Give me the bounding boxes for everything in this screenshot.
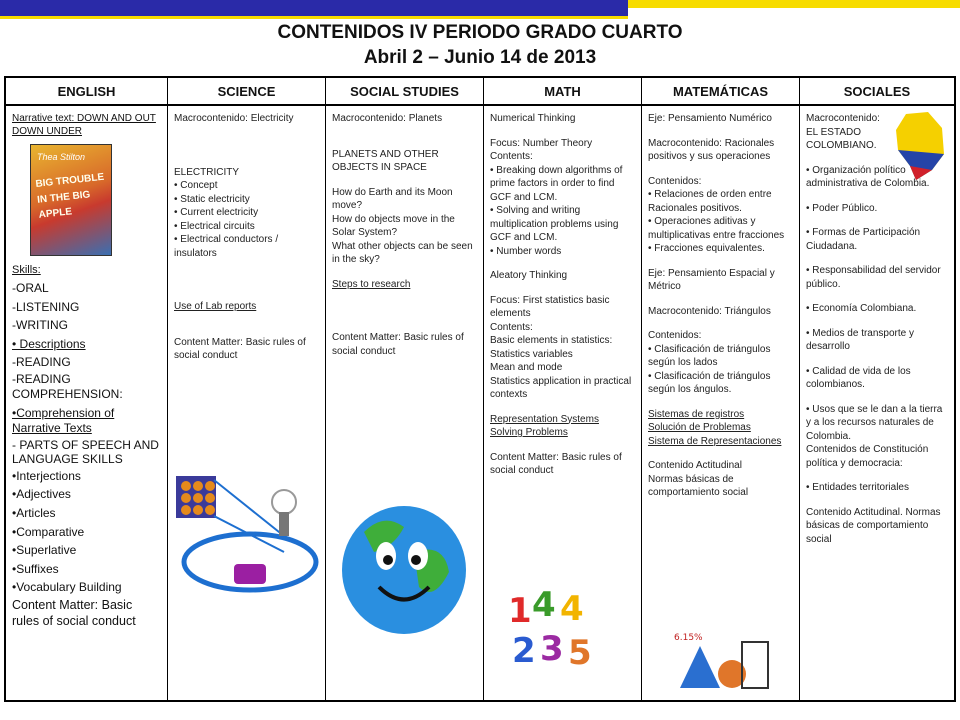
top-blue-bar [0,0,628,16]
social-studies-item: What other objects can be seen in the sky? [332,240,473,265]
matematicas-column [642,106,800,700]
colombia-map-image [892,110,948,182]
math-basic: Basic elements in statistics: [490,335,613,346]
sociales-constitucion: Contenidos de Constitución política y democracia: [806,444,929,469]
math-item: Statistics application in practical contexts [490,375,632,400]
header-sociales: SOCIALES [843,83,911,99]
sociales-entidades: • Entidades territoriales [806,482,909,493]
science-macro: Macrocontenido: Electricity [174,113,294,124]
sociales-item: • Formas de Participación Ciudadana. [806,227,921,252]
english-column [6,106,168,700]
science-item: • Electrical conductors / insulators [174,234,279,259]
math-item: • Number words [490,245,562,257]
science-topic: ELECTRICITY [174,166,240,178]
header-english: ENGLISH [6,78,168,104]
sociales-item: • Usos que se le dan a la tierra y a los recursos naturales de Colombia. [806,403,943,442]
page-subtitle: Abril 2 – Junio 14 de 2013 [363,47,597,68]
english-item: •Superlative [12,543,77,558]
math-rep1: Representation Systems [490,413,599,425]
science-item: • Static electricity [174,193,250,205]
matematicas-sys2: Solución de Problemas [648,422,751,433]
matematicas-actitudinal: Normas básicas de comportamiento social [648,473,749,498]
skills-label: Skills: [12,264,41,276]
english-heading: Narrative text: DOWN AND OUT DOWN UNDER [12,113,156,137]
social-studies-item: How do Earth and its Moon move? [332,186,453,211]
header-social-studies: SOCIAL STUDIES [326,78,484,104]
math-title1: Numerical Thinking [490,113,576,124]
sociales-item: • Organización político administrativa de Colombia. [806,164,930,189]
science-lab: Use of Lab reports [174,301,257,312]
english-item: •Comparative [12,524,85,539]
sociales-item: • Responsabilidad del servidor público. [806,265,941,290]
sociales-item: • Economía Colombiana. [806,303,917,314]
book-cover-image [30,144,112,256]
geometry-label: 6.15% [674,633,703,643]
math-focus1: Focus: Number Theory [490,137,593,149]
english-item: •Vocabulary Building [12,580,122,595]
math-contents2: Contents: [490,321,533,333]
math-focus2: Focus: First statistics basic elements [490,294,610,319]
header-matematicas: MATEMÁTICAS [642,78,800,104]
science-column [168,106,326,700]
matematicas-item: • Relaciones de orden entre Racionales positivos. [648,189,772,214]
social-studies-topic: PLANETS AND OTHER OBJECTS IN SPACE [332,148,439,173]
social-studies-content-matter: Content Matter: Basic rules of social conduct [332,332,464,357]
sociales-column [800,106,954,700]
matematicas-item: • Clasificación de triángulos según los lados [648,343,771,368]
electricity-circuit-image [174,472,322,600]
english-item: • Descriptions [12,336,86,351]
matematicas-eje1: Eje: Pensamiento Numérico [648,113,772,124]
science-item: • Concept [174,180,218,191]
english-item: -READING [12,355,71,370]
book-title: BIG TROUBLE IN THE BIG APPLE [34,171,105,221]
top-yellow-underline [0,16,628,19]
science-item: • Electrical circuits [174,220,255,232]
social-studies-item: How do objects move in the Solar System? [332,213,455,238]
sociales-actitudinal: Contenido Actitudinal. Normas básicas de comportamiento social [806,506,941,545]
english-item: •Articles [12,505,56,520]
science-item: • Current electricity [174,207,259,218]
english-item: •Adjectives [12,487,71,502]
math-title2: Aleatory Thinking [490,270,568,281]
math-contents1: Contents: [490,151,533,162]
math-item: • Breaking down algorithms of prime factors in order to find GCF and LCM. [490,164,623,203]
svg-text:1: 1 [508,591,532,631]
english-item: -WRITING [12,318,68,333]
geometry-tools-image [672,626,772,696]
matematicas-contenidos2: Contenidos: [648,330,702,341]
header-math: MATH [484,78,642,104]
svg-text:4: 4 [560,589,584,629]
english-item: •Suffixes [12,561,59,576]
matematicas-item: • Operaciones aditivas y multiplicativas entre fracciones [648,216,785,241]
book-author: Thea Stilton [37,152,86,162]
svg-text:5: 5 [568,633,592,672]
social-studies-macro: Macrocontenido: Planets [332,113,443,124]
english-item: -LISTENING [12,299,80,314]
page-title: CONTENIDOS IV PERIODO GRADO CUARTO [277,22,683,43]
svg-text:2: 2 [512,631,536,671]
sociales-macro: Macrocontenido: [806,113,880,124]
table-header [6,78,954,106]
sociales-item: • Poder Público. [806,202,878,214]
social-studies-column [326,106,484,700]
contents-table [4,76,956,702]
english-item: -ORAL [12,281,49,296]
matematicas-item: • Clasificación de triángulos según los ángulos. [648,370,771,395]
svg-text:4: 4 [532,585,556,625]
svg-text:3: 3 [540,629,564,669]
english-item: - PARTS OF SPEECH AND LANGUAGE SKILLS [12,438,159,467]
matematicas-sys1: Sistemas de registros [648,408,745,420]
english-item: •Interjections [12,468,81,483]
science-content-matter: Content Matter: Basic rules of social conduct [174,336,306,361]
matematicas-sys3: Sistema de Representaciones [648,435,782,447]
numbers-image [504,582,604,672]
matematicas-item: • Fracciones equivalentes. [648,243,765,254]
header-science: SCIENCE [168,78,326,104]
sociales-item: • Calidad de vida de los colombianos. [806,365,911,390]
english-item: -READING COMPREHENSION: [12,372,123,402]
top-yellow-bar [628,0,960,8]
english-item: •Comprehension of Narrative Texts [12,406,115,436]
math-content-matter: Content Matter: Basic rules of social conduct [490,451,622,476]
smiling-earth-image [334,492,474,642]
english-content-matter: Content Matter: Basic rules of social conduct [12,597,136,629]
math-item: • Solving and writing multiplication problems using GCF and LCM. [490,205,619,243]
matematicas-macro1: Macrocontenido: Racionales positivos y sus operaciones [648,137,775,162]
social-studies-steps: Steps to research [332,278,411,290]
math-item: Statistics variables [490,348,573,360]
math-item: Mean and mode [490,362,563,373]
matematicas-eje2: Eje: Pensamiento Espacial y Métrico [648,267,775,292]
matematicas-contenidos1: Contenidos: [648,175,702,187]
sociales-estado: EL ESTADO COLOMBIANO. [806,126,877,151]
math-rep2: Solving Problems [490,427,568,438]
math-column [484,106,642,700]
matematicas-macro2: Macrocontenido: Triángulos [648,305,771,317]
sociales-item: • Medios de transporte y desarrollo [806,327,914,352]
matematicas-actitudinal-label: Contenido Actitudinal [648,460,742,471]
